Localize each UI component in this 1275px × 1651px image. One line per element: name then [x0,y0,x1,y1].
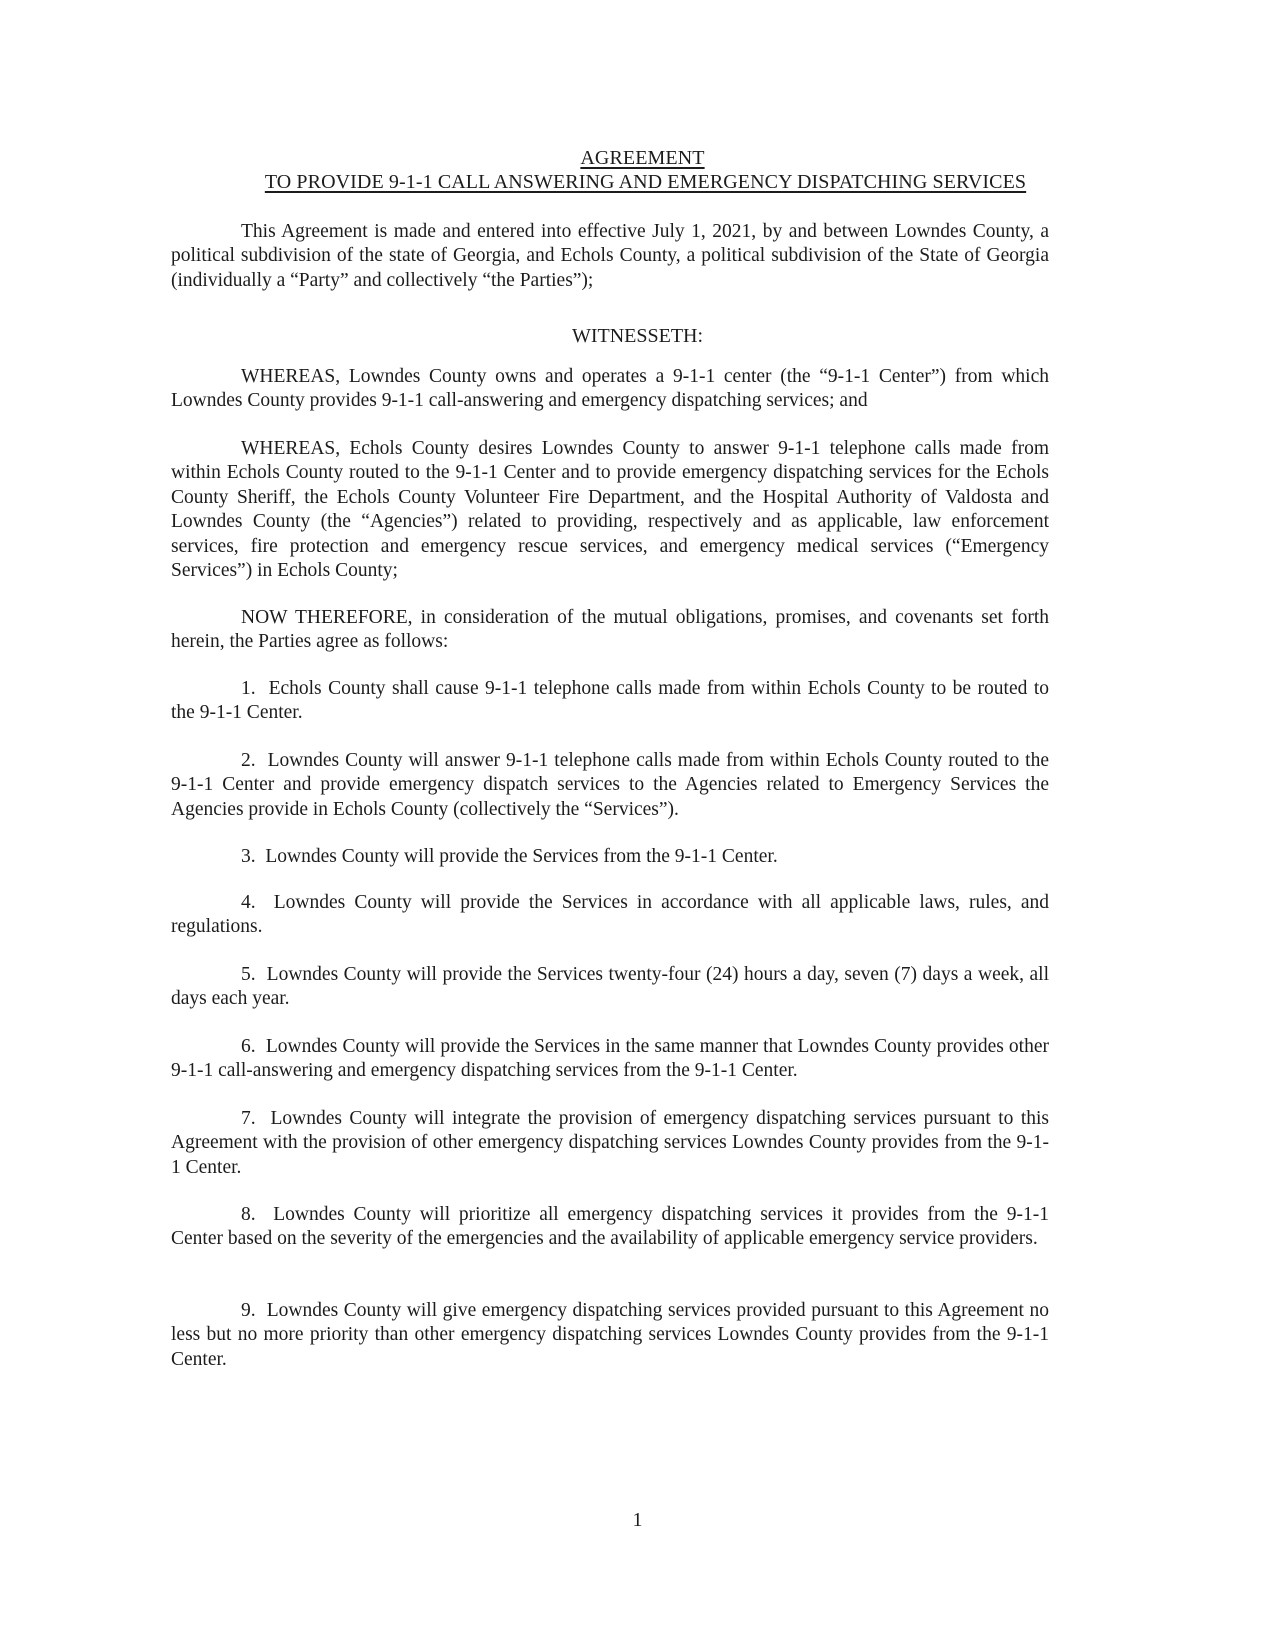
clause-number: 5. [241,964,256,985]
now-therefore-paragraph: NOW THEREFORE, in consideration of the mutual obligations, promises, and covenants set forth herein, the Parties agree as follows: [171,607,1049,653]
clause-number: 8. [241,1204,256,1225]
clause-3 [171,845,1049,869]
witnesseth-heading: WITNESSETH: [571,325,704,347]
intro-paragraph: This Agreement is made and entered into effective July 1, 2021, by and between Lowndes County, a political subdivision of the state of Georgia, and Echols County, a political subdivision of the State of Georgia (individually a “Party” and collectively “the Parties”); [171,221,1049,291]
clause-number: 9. [241,1300,256,1321]
clause-text: Echols County shall cause 9-1-1 telephone calls made from within Echols County to be routed to the 9-1-1 Center. [171,678,1049,724]
clause-text: Lowndes County will provide the Services in the same manner that Lowndes County provides other 9-1-1 call-answering and emergency dispatching services from the 9-1-1 Center. [171,1036,1050,1082]
clause-text: Lowndes County will provide the Services in accordance with all applicable laws, rules, and regulations. [171,892,1050,938]
clause-text: Lowndes County will provide the Services from the 9-1-1 Center. [265,846,778,867]
clause-number: 2. [241,750,256,771]
clause-text: Lowndes County will integrate the provision of emergency dispatching services pursuant to this Agreement with the provision of other emergency dispatching services Lowndes County provides from the 9-1-1 Center. [171,1108,1049,1178]
clause-1 [171,677,1049,726]
clause-number: 6. [241,1036,256,1057]
clause-text: Lowndes County will prioritize all emergency dispatching services it provides from the 9-1-1 Center based on the severity of the emergencies and the availability of applicable emergency service providers. [171,1204,1050,1250]
clause-5 [171,963,1049,1012]
page-number: 1 [632,1509,643,1531]
clause-8 [171,1203,1049,1252]
clause-number: 7. [241,1108,256,1129]
clause-6 [171,1035,1049,1084]
agreement-title: AGREEMENT [580,147,705,169]
whereas-paragraph-2: WHEREAS, Echols County desires Lowndes County to answer 9-1-1 telephone calls made from within Echols County routed to the 9-1-1 Center and to provide emergency dispatching services for the Echols County Sheriff, the Echols County Volunteer Fire Department, and the Hospital Authority of Valdosta and Lowndes County (the “Agencies”) related to providing, respectively and as applicable, law enforcement services, fire protection and emergency rescue services, and emergency medical services (“Emergency Services”) in Echols County; [171,438,1049,582]
clause-text: Lowndes County will provide the Services twenty-four (24) hours a day, seven (7) days a week, all days each year. [171,964,1050,1010]
agreement-subtitle: TO PROVIDE 9-1-1 CALL ANSWERING AND EMERGENCY DISPATCHING SERVICES [264,171,1027,193]
clause-4 [171,891,1049,940]
clause-2 [171,749,1049,822]
clause-number: 4. [241,892,256,913]
clause-text: Lowndes County will give emergency dispatching services provided pursuant to this Agreement no less but no more priority than other emergency dispatching services Lowndes County provides from the 9-1-1 Center. [171,1300,1050,1370]
clause-text: Lowndes County will answer 9-1-1 telephone calls made from within Echols County routed to the 9-1-1 Center and provide emergency dispatch services to the Agencies related to Emergency Services the Agencies provide in Echols County (collectively the “Services”). [171,750,1050,820]
clause-9 [171,1299,1049,1372]
clause-number: 1. [241,678,256,699]
clause-number: 3. [241,846,256,867]
whereas-paragraph-1: WHEREAS, Lowndes County owns and operates a 9-1-1 center (the “9-1-1 Center”) from which Lowndes County provides 9-1-1 call-answering and emergency dispatching services; and [171,366,1049,412]
clause-7 [171,1107,1049,1180]
